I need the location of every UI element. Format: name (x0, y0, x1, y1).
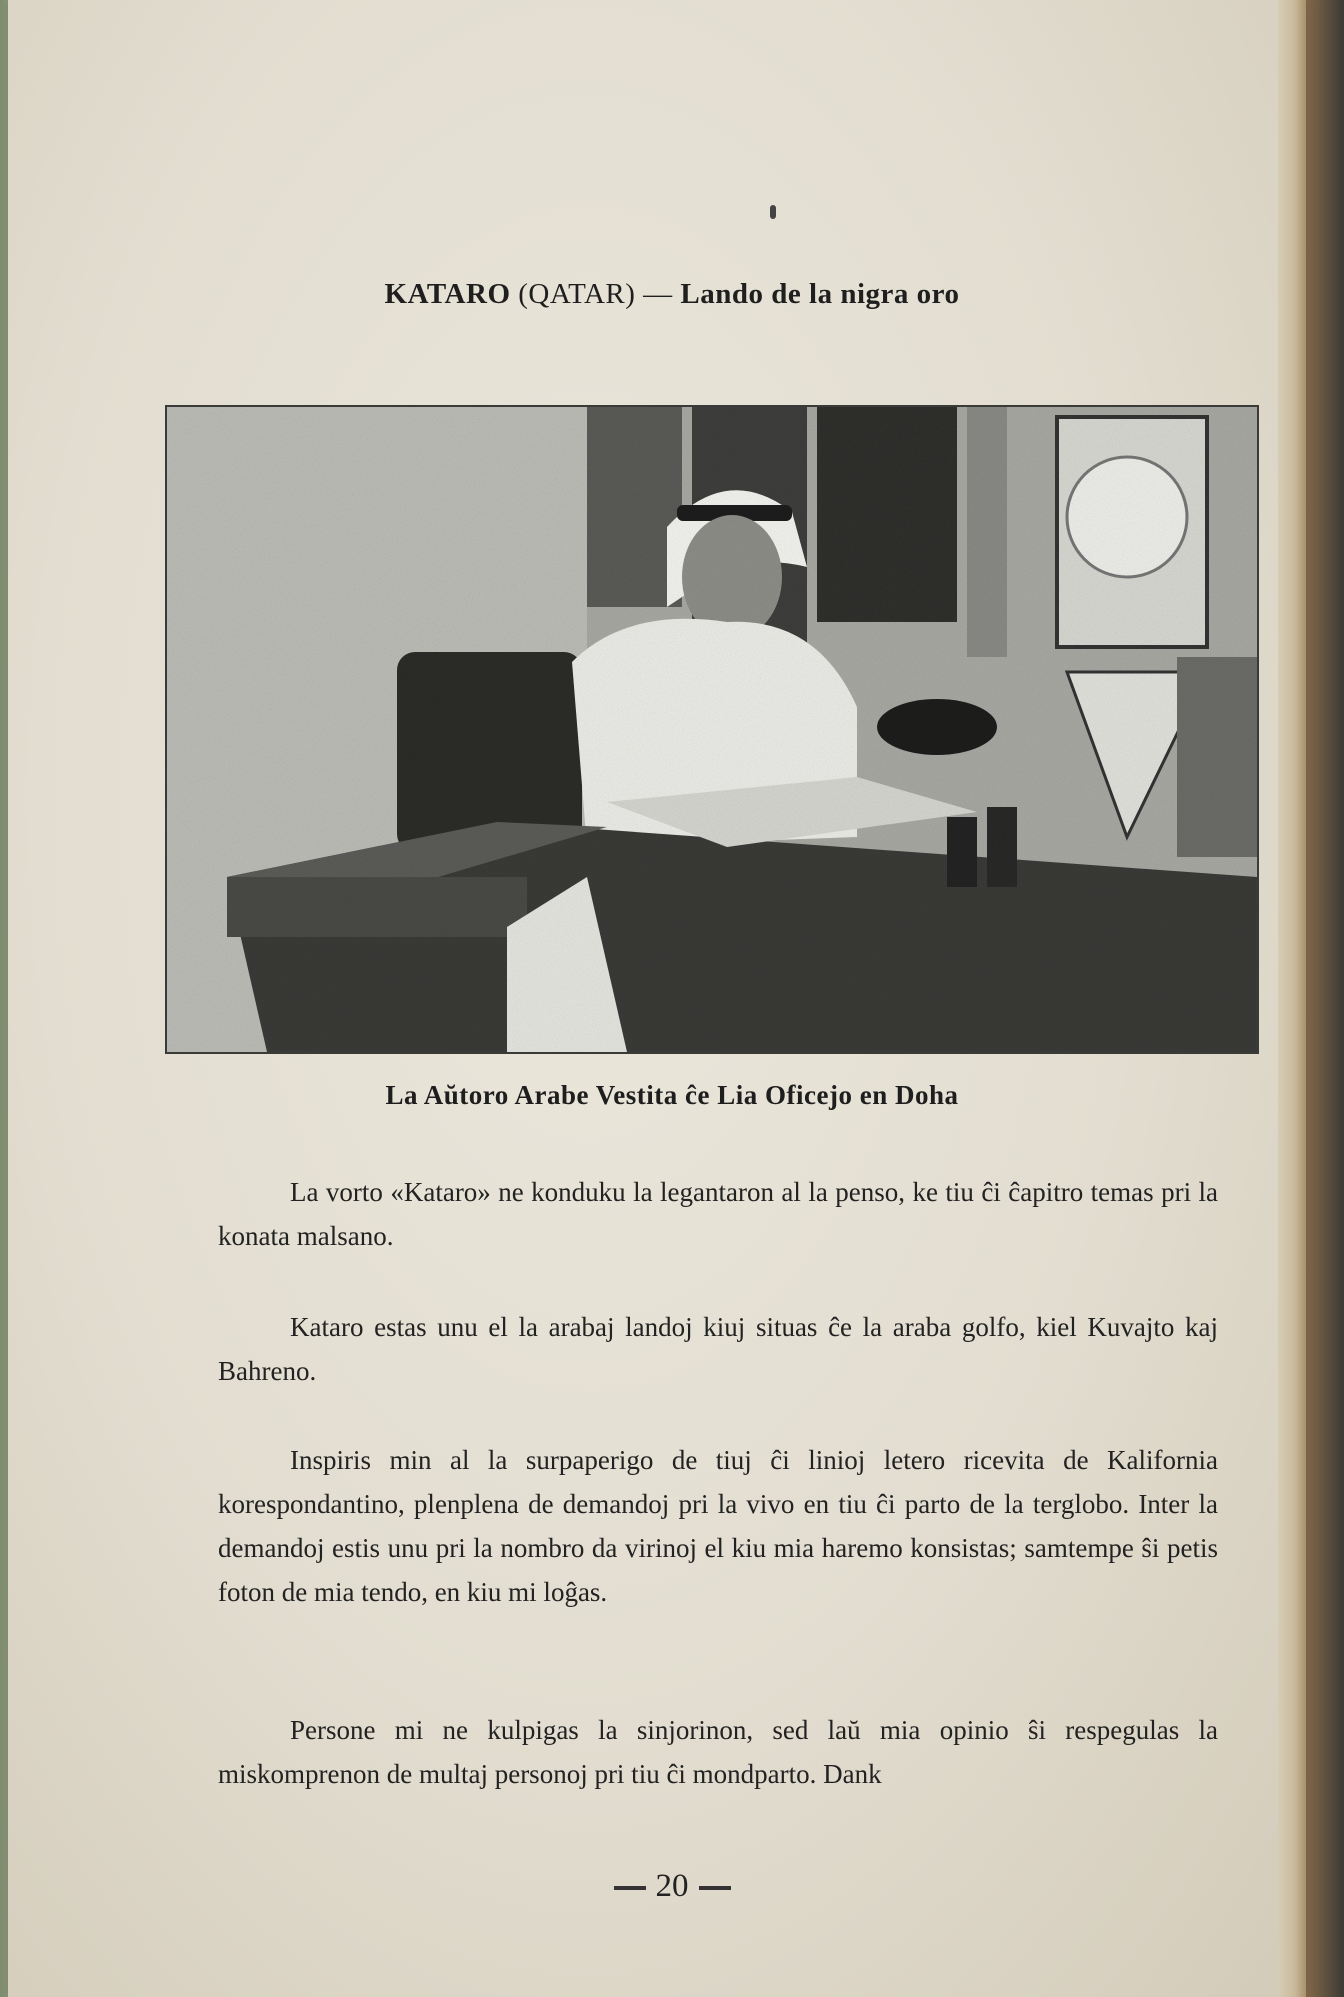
dash-right (699, 1886, 731, 1890)
paragraph-4: Persone mi ne kulpigas la sinjorinon, sed laŭ mia opinio ŝi respegulas la miskomprenon de multaj personoj pri tiu ĉi mondparto. Dank (218, 1715, 1218, 1789)
page-number (0, 1868, 1344, 1905)
photo-caption: La Aŭtoro Arabe Vestita ĉe Lia Oficejo en Doha (385, 1080, 959, 1110)
ink-mark (770, 205, 776, 219)
chapter-heading (0, 278, 1344, 311)
paragraph-1: La vorto «Kataro» ne konduku la legantaron al la penso, ke tiu ĉi ĉapitro temas pri la konata malsano. (218, 1177, 1218, 1251)
photo-of-man-at-desk (165, 405, 1259, 1054)
heading-subtitle: Lando de la nigra oro (680, 278, 960, 310)
page-number-text: 20 (655, 1868, 689, 1904)
paragraph-2: Kataro estas unu el la arabaj landoj kiuj situas ĉe la araba golfo, kiel Kuvajto kaj Bahreno. (218, 1312, 1218, 1386)
heading-qatar: (QATAR) — (510, 278, 681, 310)
paragraph-3: Inspiris min al la surpaperigo de tiuj ĉi linioj letero ricevita de Kalifornia korespondantino, plenplena de demandoj pri la vivo en tiu ĉi parto de la terglobo. Inter la demandoj estis unu pri la nombro da virinoj el kiu mia haremo konsistas; samtempe ŝi petis foton de mia tendo, en kiu mi loĝas. (218, 1445, 1218, 1607)
heading-kataro: KATARO (384, 278, 511, 310)
dash-left (614, 1886, 646, 1890)
